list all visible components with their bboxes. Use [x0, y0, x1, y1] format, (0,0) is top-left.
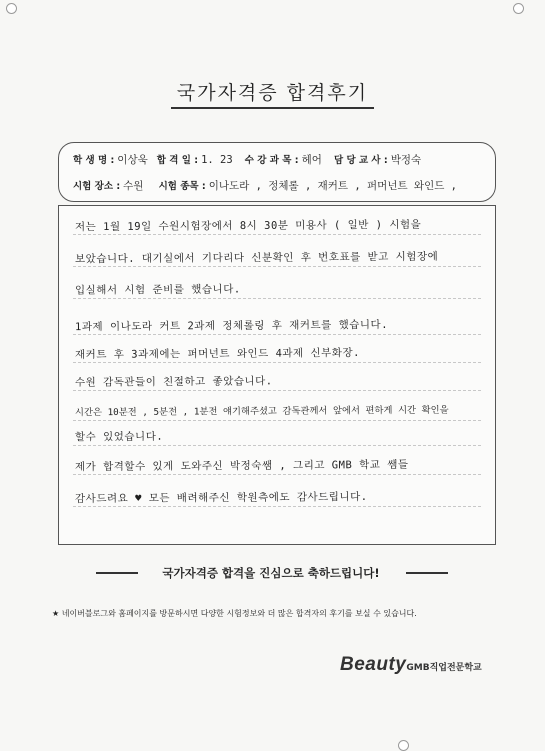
- review-line-5: 재커트 후 3과제에는 퍼머넌트 와인드 4과제 신부화장.: [74, 347, 360, 361]
- exam-label: 시험 종목 :: [158, 181, 206, 192]
- review-line-7: 시간은 10분전 , 5분전 , 1분전 얘기해주셨고 감독관께서 앞에서 편하게 시간 확인을: [74, 404, 449, 419]
- punch-hole-bottom: [398, 740, 409, 751]
- rule-line: [73, 444, 481, 446]
- rule-line: [73, 419, 481, 421]
- pass-date-label: 합 격 일 :: [156, 155, 199, 166]
- congrats-text: 국가자격증 합격을 진심으로 축하드립니다!: [162, 566, 380, 580]
- course-value: 헤어: [301, 154, 322, 166]
- review-line-4: 1과제 이나도라 커트 2과제 정체롤링 후 재커트를 했습니다.: [74, 318, 389, 334]
- logo-brand: Beauty: [340, 654, 407, 675]
- info-box: [58, 142, 496, 202]
- teacher-label: 담 당 교 사 :: [333, 155, 388, 166]
- page-title: [0, 78, 545, 109]
- info-row-2: [73, 178, 457, 193]
- info-row-1: [73, 152, 421, 167]
- review-line-1: 저는 1월 19일 수원시험장에서 8시 30분 미용사 ( 일반 ) 시험을: [74, 218, 422, 234]
- rule-line: [73, 389, 481, 391]
- school-logo: [340, 654, 482, 676]
- page-title-text: 국가자격증 합격후기: [171, 78, 374, 109]
- review-line-2: 보았습니다. 대기실에서 기다리다 신분확인 후 번호표를 받고 시험장에: [74, 250, 439, 266]
- punch-hole-right: [513, 3, 524, 14]
- course-label: 수 강 과 목 :: [244, 155, 299, 166]
- teacher-value: 박정숙: [390, 154, 422, 166]
- review-line-10: 감사드려요 ♥ 모든 배려해주신 학원측에도 감사드립니다.: [74, 490, 368, 506]
- place-label: 시험 장소 :: [73, 181, 121, 192]
- punch-hole-left: [6, 3, 17, 14]
- review-body: [58, 205, 496, 545]
- student-label: 학 생 명 :: [73, 155, 115, 166]
- logo-school: GMB직업전문학교: [406, 663, 482, 673]
- exam-value: 이나도라 , 정체롤 , 재커트 , 퍼머넌트 와인드 ,: [208, 180, 458, 192]
- rule-line: [73, 297, 481, 299]
- place-value: 수원: [123, 180, 144, 192]
- notice-text: ★ 네이버블로그와 홈페이지를 방문하시면 다양한 시험정보와 더 많은 합격자의 후기를 보실 수 있습니다.: [52, 609, 417, 618]
- review-line-6: 수원 감독관들이 친절하고 좋았습니다.: [74, 375, 273, 389]
- pass-date-value: 1. 23: [201, 154, 233, 166]
- review-line-8: 할수 있었습니다.: [74, 430, 164, 444]
- review-line-3: 입실해서 시험 준비를 했습니다.: [74, 283, 241, 297]
- student-value: 이상욱: [117, 154, 148, 166]
- review-line-9: 제가 합격할수 있게 도와주신 박정숙쌤 , 그리고 GMB 학교 쌤들: [74, 458, 409, 474]
